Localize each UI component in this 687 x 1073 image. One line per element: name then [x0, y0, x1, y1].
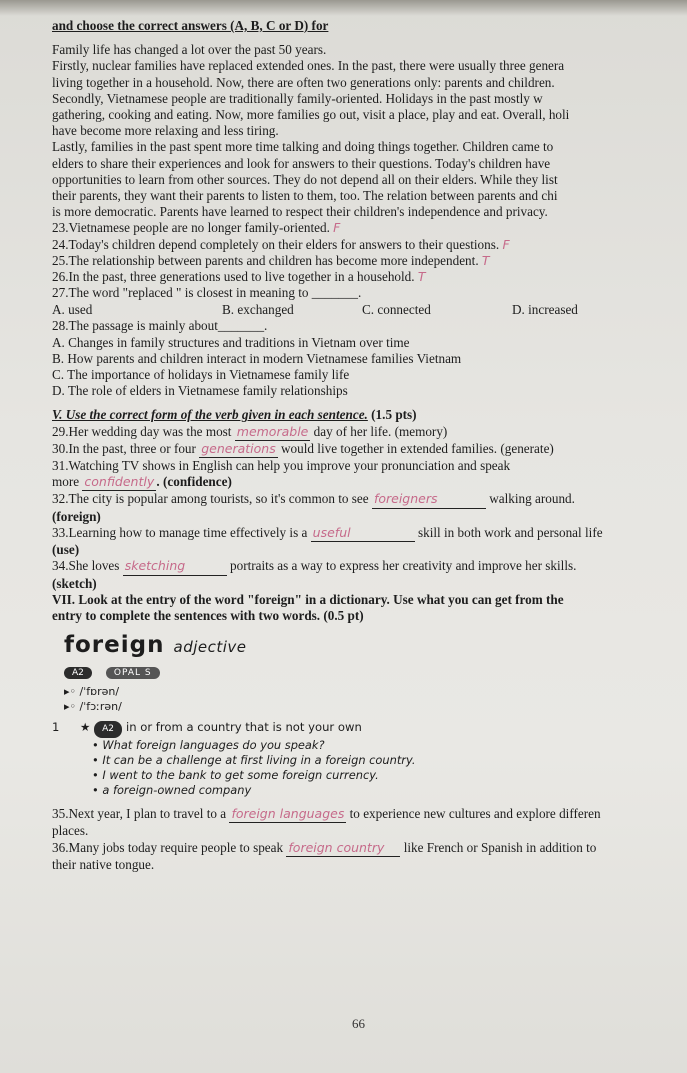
star-icon: ★: [80, 720, 91, 735]
speaker-icon[interactable]: ▸◦: [64, 685, 77, 699]
tf-question-23: 23.Vietnamese people are no longer family-oriented. F: [52, 220, 341, 236]
passage-line: their parents, they want their parents to listen to them, too. The relation between parents and chi: [52, 188, 558, 204]
question-27-options: [52, 301, 677, 318]
passage-line: Secondly, Vietnamese people are traditionally family-oriented. Holidays in the past mostly w: [52, 90, 543, 106]
option-a: A. Changes in family structures and traditions in Vietnam over time: [52, 334, 410, 350]
passage-line: living together in a household. Now, there are often two generations only: parents and children.: [52, 74, 555, 90]
question-29: 29.Her wedding day was the most memorable day of her life. (memory): [52, 424, 677, 441]
speaker-icon[interactable]: ▸◦: [64, 700, 77, 714]
section-7-title: VII. Look at the entry of the word "foreign" in a dictionary. Use what you can get from the: [52, 591, 564, 607]
dictionary-sense: 1 ★ A2 in or from a country that is not your own: [52, 720, 677, 738]
example-sentence: • I went to the bank to get some foreign currency.: [92, 768, 379, 783]
handwritten-mark: T: [417, 269, 426, 285]
question-27-stem: 27.The word "replaced " is closest in meaning to _______.: [52, 285, 362, 301]
question-36-cont: their native tongue.: [52, 856, 155, 872]
question-31-cont: more confidently . (confidence): [52, 474, 677, 491]
level-badge: A2: [64, 667, 92, 679]
option-b: B. exchanged: [222, 302, 294, 318]
answer-blank[interactable]: memorable: [235, 424, 311, 441]
dictionary-headword: foreign adjective: [64, 632, 247, 659]
example-sentence: • It can be a challenge at first living in a foreign country.: [92, 753, 416, 768]
passage-line: gathering, cooking and eating. Now, more families go out, visit a place, play and eat. Overall, holi: [52, 107, 570, 123]
question-34: 34.She loves sketching portraits as a way to express her creativity and improve her skills.: [52, 558, 677, 575]
question-32: 32.The city is popular among tourists, so it's common to see foreigners walking around.: [52, 491, 677, 508]
dictionary-badges: [64, 662, 677, 680]
worksheet-content: [52, 18, 677, 873]
passage-line: Firstly, nuclear families have replaced extended ones. In the past, there were usually three genera: [52, 58, 565, 74]
question-30: 30.In the past, three or four generations would live together in extended families. (generate): [52, 441, 677, 458]
option-c: C. connected: [362, 302, 431, 318]
passage-line: Family life has changed a lot over the past 50 years.: [52, 42, 327, 58]
passage-line: is more democratic. Parents have learned to respect their children's independence and privacy.: [52, 204, 548, 220]
question-33: 33.Learning how to manage time effectively is a useful skill in both work and personal life: [52, 525, 677, 542]
reading-passage: [52, 42, 677, 220]
answer-blank[interactable]: foreigners: [372, 491, 486, 508]
question-33-hint: (use): [52, 542, 80, 558]
question-32-hint: (foreign): [52, 508, 101, 524]
question-34-hint: (sketch): [52, 575, 97, 591]
section-5-title: V. Use the correct form of the verb given in each sentence. (1.5 pts): [52, 407, 417, 423]
passage-line: elders to share their experiences and look for answers to their questions. Today's children have: [52, 155, 551, 171]
example-sentence: • What foreign languages do you speak?: [92, 738, 325, 753]
answer-blank[interactable]: foreign languages: [229, 806, 346, 823]
example-sentence: • a foreign-owned company: [92, 783, 252, 798]
passage-line: have become more relaxing and less tiring.: [52, 123, 279, 139]
option-d: D. increased: [512, 302, 578, 318]
handwritten-mark: T: [481, 252, 490, 268]
option-d: D. The role of elders in Vietnamese family relationships: [52, 383, 348, 399]
page-shadow: [0, 0, 687, 16]
answer-blank[interactable]: sketching: [123, 558, 227, 575]
opal-badge: OPAL S: [106, 667, 160, 679]
answer-blank[interactable]: confidently: [82, 474, 156, 491]
handwritten-mark: F: [502, 236, 510, 252]
question-36: 36.Many jobs today require people to speak foreign country like French or Spanish in addition to: [52, 840, 677, 857]
option-a: A. used: [52, 302, 93, 318]
dictionary-entry: [52, 632, 677, 798]
tf-question-25: 25.The relationship between parents and children has become more independent. T: [52, 252, 490, 268]
question-31: 31.Watching TV shows in English can help you improve your pronunciation and speak: [52, 458, 511, 474]
section-header: and choose the correct answers (A, B, C or D) for: [52, 18, 329, 33]
option-c: C. The importance of holidays in Vietnamese family life: [52, 367, 350, 383]
page-number: 66: [352, 1016, 365, 1031]
answer-blank[interactable]: useful: [311, 525, 415, 542]
handwritten-mark: F: [333, 220, 341, 236]
question-28-stem: 28.The passage is mainly about_______.: [52, 318, 268, 334]
option-b: B. How parents and children interact in modern Vietnamese families Vietnam: [52, 350, 462, 366]
passage-line: opportunities to learn from other sources. They do not depend all on their elders. While they list: [52, 171, 558, 187]
answer-blank[interactable]: foreign country: [286, 840, 400, 857]
pronunciation-uk: ▸◦ /ˈfɒrən/: [64, 685, 120, 699]
tf-question-26: 26.In the past, three generations used to live together in a household. T: [52, 269, 426, 285]
answer-blank[interactable]: generations: [199, 441, 278, 458]
question-35: 35.Next year, I plan to travel to a foreign languages to experience new cultures and explore differen: [52, 806, 677, 823]
true-false-questions: [52, 220, 677, 285]
tf-question-24: 24.Today's children depend completely on their elders for answers to their questions. F: [52, 236, 510, 252]
pronunciation-us: ▸◦ /ˈfɔːrən/: [64, 700, 122, 714]
section-7-title-cont: entry to complete the sentences with two words. (0.5 pt): [52, 607, 364, 623]
passage-line: Lastly, families in the past spent more time talking and doing things together. Children came to: [52, 139, 554, 155]
level-badge: A2: [94, 721, 122, 738]
question-35-cont: places.: [52, 823, 89, 839]
